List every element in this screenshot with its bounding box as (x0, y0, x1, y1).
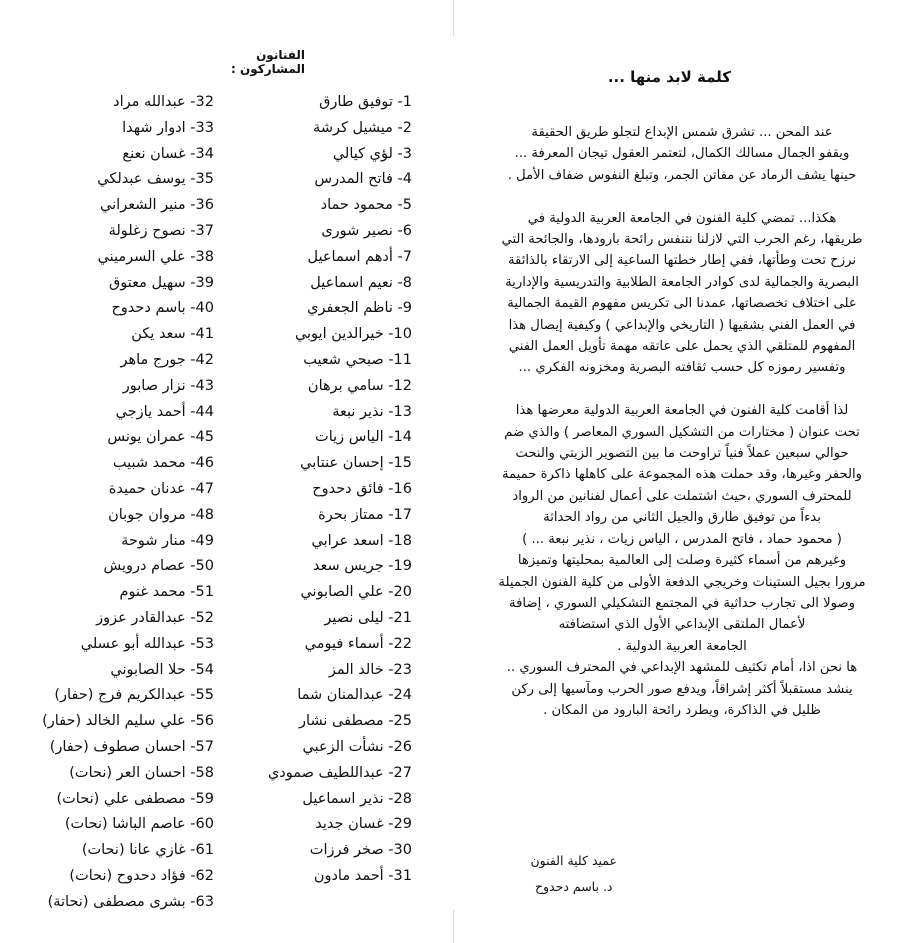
participant-item: 48- مروان جوبان (108, 506, 214, 523)
participant-item: 1- توفيق طارق (319, 94, 412, 110)
signature (530, 848, 617, 900)
participant-item: 31- أحمد مادون (313, 867, 412, 884)
participant-item: 26- نشأت الزعبي (302, 738, 412, 755)
participant-item: 19- جريس سعد (312, 558, 412, 575)
participants-column-2 (28, 90, 214, 916)
left-page (0, 0, 452, 943)
participant-item: 45- عمران يونس (107, 429, 214, 446)
intro-line: الجامعة العربية الدولية . (617, 638, 747, 654)
participant-item: 25- مصطفى نشار (299, 713, 412, 730)
intro-line: ويقفو الجمال مسالك الكمال، لتعتمر العقول تيجان المعرفة ... (514, 146, 850, 162)
participant-item: 3- لؤي كيالي (332, 145, 412, 162)
participant-item: 30- صخر فرزات (309, 842, 412, 859)
intro-line: ينشد مستقبلاً أكثر إشراقاً، ويدفع صور الحرب ومآسيها إلى ركن (511, 681, 853, 697)
participant-item: 57- احسان صطوف (حفار) (49, 738, 214, 755)
participant-item: 41- سعد يكن (131, 326, 214, 343)
intro-line: وصولا الى تجارب حداثية في المجتمع التشكيلي السوري ، إضافة (509, 595, 855, 611)
participant-item: 12- سامي برهان (307, 377, 412, 394)
participant-item: 34- غسان نعنع (122, 145, 214, 162)
intro-line: بدءاً من توفيق طارق والجيل الثاني من رواد الحداثة (543, 510, 821, 526)
participant-item: 22- أسماء فيومي (304, 635, 412, 652)
participant-item: 36- منير الشعراني (100, 197, 214, 214)
participant-item: 11- صبحي شعيب (303, 351, 412, 368)
participant-item: 47- عدنان حميدة (108, 480, 214, 497)
participant-item: 14- الياس زيات (315, 429, 412, 446)
participant-item: 59- مصطفى علي (نحات) (56, 790, 214, 807)
participant-item: 50- عصام درويش (103, 558, 214, 575)
participant-item: 23- خالد المز (328, 661, 412, 678)
intro-line: في العمل الفني بشقيها ( التاريخي والإبداعي ) وكيفية إيصال هذا (508, 317, 856, 333)
intro-line: حينها يشف الرماد عن مفاتن الجمر، وتبلغ النفوس ضفاف الأمل . (507, 167, 857, 183)
intro-paragraph (473, 400, 891, 721)
participant-item: 62- فؤاد دحدوح (نحات) (69, 867, 214, 884)
intro-line: البصرية والجمالية لدى كوادر الجامعة الطلابية والتدريسية والإدارية (505, 274, 859, 290)
participant-item: 8- نعيم اسماعيل (310, 274, 412, 291)
participant-item: 49- منار شوحة (121, 532, 214, 549)
intro-line: وغيرهم من أسماء كثيرة وصلت إلى العالمية بمحليتها وتميزها (517, 553, 847, 569)
participants-column-1 (262, 90, 412, 890)
participant-item: 51- محمد غنوم (119, 584, 214, 601)
participant-item: 35- يوسف عبدلكي (97, 171, 214, 188)
participant-item: 61- غازي عانا (نحات) (81, 842, 214, 859)
intro-line: وتفسير رموزه كل حسب ثقافته البصرية ومخزونه الفكري ... (518, 360, 846, 376)
participant-item: 55- عبدالكريم فرج (حفار) (54, 687, 214, 704)
intro-paragraph (473, 208, 891, 379)
participant-item: 2- ميشيل كرشة (313, 119, 412, 136)
participant-item: 52- عبدالقادر عزوز (96, 609, 214, 626)
intro-line: هكذا... تمضي كلية الفنون في الجامعة العربية الدولية في (527, 210, 837, 226)
intro-line: والحفر وغيرها، وقد حملت هذه المجموعة على كاهلها ذاكرة حميمة (501, 467, 863, 483)
intro-line: على اختلاف تخصصاتها، عمدنا الى تكريس مفهوم القيمة الجمالية (507, 296, 857, 312)
participant-item: 43- نزار صابور (122, 377, 214, 394)
participant-item: 46- محمد شبيب (112, 455, 214, 472)
participant-item: 5- محمود حماد (320, 197, 412, 214)
participant-item: 10- خيرالدين ايوبي (294, 326, 412, 343)
signature-name: د. باسم دحدوح (534, 879, 613, 894)
participant-item: 6- نصير شورى (321, 222, 412, 239)
participant-item: 39- سهيل معتوق (109, 274, 214, 291)
intro-line: عند المحن ... تشرق شمس الإبداع لتجلو طريق الحقيقة (531, 125, 833, 140)
intro-paragraph (473, 122, 891, 186)
participant-item: 4- فاتح المدرس (314, 171, 412, 188)
participant-item: 24- عبدالمنان شما (297, 687, 412, 704)
participant-item: 13- نذير نبعة (332, 403, 412, 420)
intro-line: نرزح تحت وطأتها، ففي إطار خطتها الساعية إلى الارتقاء بالذائقة (507, 253, 857, 269)
intro-body (473, 122, 891, 721)
participant-item: 63- بشرى مصطفى (نحاتة) (47, 893, 214, 910)
participant-item: 28- نذير اسماعيل (302, 790, 412, 807)
participant-item: 17- ممتاز بحرة (318, 506, 412, 523)
participant-item: 44- أحمد يازجي (115, 403, 214, 420)
participant-item: 20- علي الصابوني (300, 584, 412, 601)
intro-line: حوالي سبعين عملاً فنياً تراوحت ما بين التصوير الزيتي والنحت (515, 446, 849, 462)
intro-heading: كلمة لابد منها ... (607, 68, 731, 86)
participant-item: 29- غسان جديد (315, 816, 412, 833)
intro-line: للمحترف السوري ،حيث اشتملت على أعمال لفنانين من الرواد (512, 488, 852, 504)
participant-item: 7- أدهم اسماعيل (307, 248, 412, 265)
participant-item: 54- حلا الصابوني (110, 661, 214, 678)
participant-item: 18- اسعد عرابي (311, 532, 412, 549)
intro-line: ها نحن اذا، أمام تكثيف للمشهد الإبداعي في المحترف السوري .. (506, 660, 858, 676)
page-spine-bottom (453, 910, 454, 943)
participant-item: 32- عبدالله مراد (113, 94, 214, 110)
participant-item: 37- نصوح زغلولة (108, 222, 214, 239)
participant-item: 58- احسان العر (نحات) (69, 764, 214, 781)
participant-item: 40- باسم دحدوح (111, 300, 214, 317)
participants-title: الفنانون المشاركون : (230, 48, 305, 76)
participant-item: 9- ناظم الجعفري (307, 300, 412, 317)
right-page (455, 0, 909, 943)
participant-item: 21- ليلى نصير (324, 609, 412, 626)
intro-line: المفهوم للمتلقي الذي يحمل على عاتقه مهمة تأويل العمل الفني (508, 339, 856, 355)
intro-line: ظليل في الذاكرة، ويطرد رائحة البارود من المكان . (543, 702, 821, 718)
page-spine-top (453, 0, 454, 36)
participant-item: 16- فائق دحدوح (312, 480, 412, 497)
intro-line: لأعمال الملتقى الإبداعي الأول الذي استضافته (558, 617, 806, 633)
intro-line: طريقها، رغم الحرب التي لازلنا نتنفس رائحة بارودها، والجائحة التي (501, 232, 863, 248)
intro-line: تحت عنوان ( مختارات من التشكيل السوري المعاصر ) والذي ضم (504, 424, 860, 440)
participant-item: 38- علي السرميني (97, 248, 214, 265)
participant-item: 15- إحسان عنتابي (300, 455, 412, 472)
participant-item: 27- عبداللطيف صمودي (267, 764, 412, 781)
participant-item: 56- علي سليم الخالد (حفار) (42, 713, 214, 730)
participant-item: 53- عبدالله أبو عسلي (80, 635, 214, 652)
intro-line: لذا أقامت كلية الفنون في الجامعة العربية الدولية معرضها هذا (515, 403, 849, 419)
signature-title: عميد كلية الفنون (530, 853, 617, 868)
participant-item: 42- جورج ماهر (120, 351, 214, 368)
participant-item: 33- ادوار شهدا (122, 119, 214, 136)
participant-item: 60- عاصم الباشا (نحات) (64, 816, 214, 833)
intro-line: مرورا بجيل الستينات وخريجي الدفعة الأولى من كلية الفنون الجميلة (498, 574, 866, 590)
intro-line: ( محمود حماد ، فاتح المدرس ، الياس زيات ، نذير نبعة ... ) (522, 531, 842, 547)
